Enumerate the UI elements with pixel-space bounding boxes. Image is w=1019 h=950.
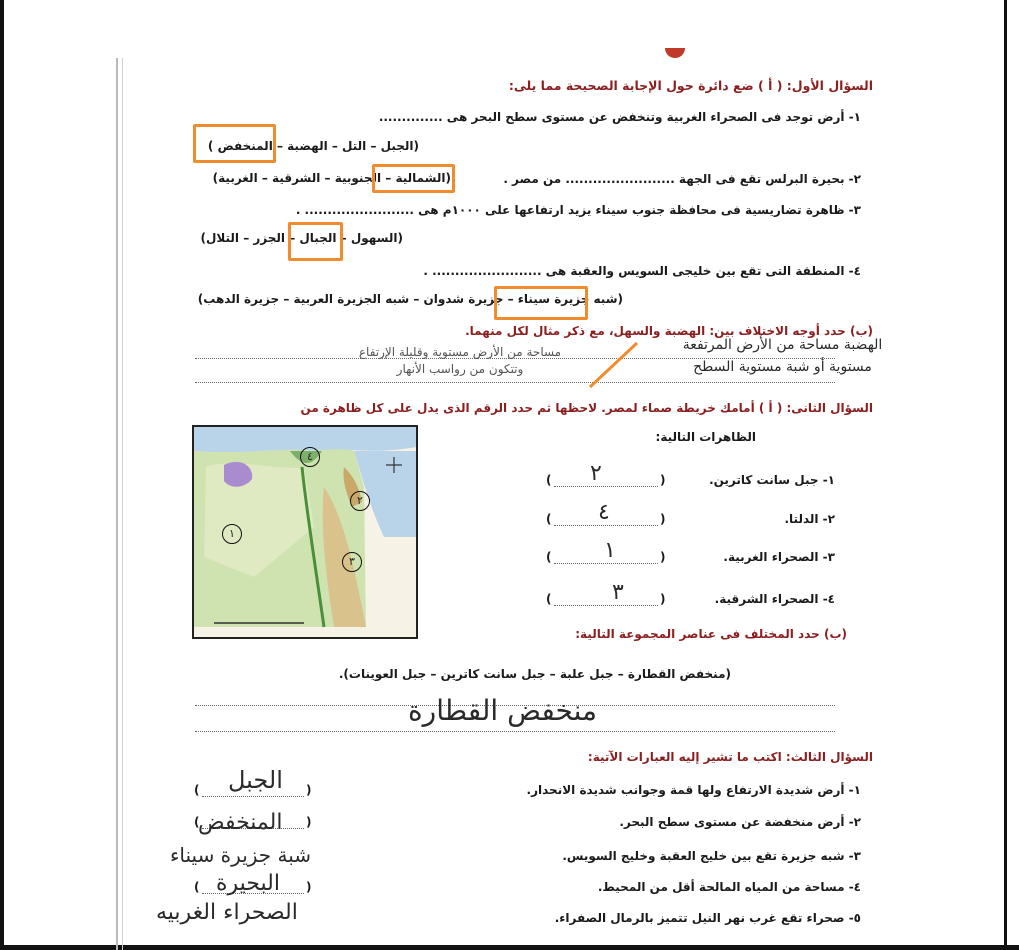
answer-line [554, 605, 658, 606]
q1-item-2-choices: (الشمالية – الجنوبية – الشرقية – الغربية) [212, 171, 451, 185]
answer-line [554, 525, 658, 526]
q3-item-4-answer: البحيرة [216, 871, 280, 896]
map-number-4: ٤ [300, 447, 320, 467]
paren-open: ( [306, 815, 312, 829]
decorative-mark [665, 48, 685, 58]
q2-b-answer: منخفض القطارة [408, 694, 598, 727]
page-frame-left [0, 0, 4, 950]
q2-title: السؤال الثانى: ( أ ) أمامك خريطة صماء لمصر. لاحظها ثم حدد الرقم الذى يدل على كل ظاهرة من [300, 401, 873, 415]
map-number-1: ١ [222, 524, 242, 544]
answer-arrow [585, 340, 640, 390]
q3-item-4-label: ٤- مساحة من المياه المالحة أقل من المحيط. [597, 880, 861, 894]
answer-line [195, 382, 835, 383]
q1-item-2-highlight [372, 164, 455, 193]
page-frame-bottom [0, 945, 1019, 950]
q3-item-3-label: ٣- شبه جزيرة تقع بين خليج العقبة وخليج السويس. [562, 849, 861, 863]
q2-b-group: (منخفض القطارة – جبل علبة – جبل سانت كاترين – جبل العوينات). [338, 667, 731, 681]
q1-item-3-stem: ٣- ظاهرة تضاريسية فى محافظة جنوب سيناء يزيد ارتفاعها على ١٠٠٠م هى ........................ . [295, 203, 861, 217]
q1-item-1-stem: ١- أرض توجد فى الصحراء الغربية وتنخفض عن مستوى سطح البحر هى .............. [378, 110, 861, 124]
paren-close: ) [546, 512, 552, 526]
page-frame-right [1004, 0, 1007, 950]
q2-b-title: (ب) حدد المختلف فى عناصر المجموعة التالية: [575, 627, 847, 641]
q3-item-2-label: ٢- أرض منخفضة عن مستوى سطح البحر. [619, 815, 861, 829]
q2-item-3-answer: ١ [604, 538, 616, 563]
q1-item-2-stem: ٢- بحيرة البرلس تقع فى الجهة ........................ من مصر . [503, 172, 861, 186]
paren-close: ) [546, 592, 552, 606]
answer-line [554, 563, 658, 564]
paren-close: ) [546, 550, 552, 564]
map-number-3: ٣ [342, 552, 362, 572]
q3-item-2-answer: المنخفض [198, 810, 283, 835]
paren-close: ) [194, 880, 200, 894]
q3-item-1-label: ١- أرض شديدة الارتفاع ولها قمة وجوانب شديدة الانحدار. [526, 783, 861, 797]
paren-open: ( [660, 512, 666, 526]
q1-b-title: (ب) حدد أوجه الاختلاف بين: الهضبة والسهل، مع ذكر مثال لكل منهما. [465, 324, 873, 338]
q2-item-4-answer: ٣ [612, 580, 624, 605]
q3-item-5-label: ٥- صحراء تقع غرب نهر النيل تتميز بالرمال الصفراء. [554, 911, 861, 925]
paren-open: ( [660, 550, 666, 564]
margin-line [116, 58, 118, 950]
q2-item-4-label: ٤- الصحراء الشرقية. [714, 592, 835, 606]
q1-item-1-choices: (الجبل – التل – الهضبة – المنخفض ) [207, 139, 419, 153]
q1-b-answer-plateau: الهضبة مساحة من الأرض المرتفعة مستوية أو شبة مستوية السطح [682, 337, 883, 375]
q2-item-1-answer: ٢ [590, 461, 602, 486]
q2-item-1-label: ١- جبل سانت كاترين. [709, 473, 835, 487]
q1-item-1-highlight [193, 124, 276, 163]
q1-item-4-highlight [494, 286, 588, 320]
egypt-map [192, 425, 418, 639]
q1-item-3-choices: (السهول – الجبال – الجزر – التلال) [200, 231, 403, 245]
q3-item-3-answer: شبة جزيرة سيناء [170, 843, 312, 867]
answer-line [195, 731, 835, 732]
answer-line [202, 796, 304, 797]
paren-close: ) [194, 815, 200, 829]
q1-item-4-stem: ٤- المنطقة التى تقع بين خليجى السويس والعقبة هى ........................ . [423, 264, 861, 278]
q3-item-5-answer: الصحراء الغربيه [156, 900, 298, 925]
map-number-2: ٢ [350, 491, 370, 511]
answer-line [554, 486, 658, 487]
q2-item-3-label: ٣- الصحراء الغربية. [723, 550, 835, 564]
q1-b-answer-plain: مساحة من الأرض مستوية وقليلة الإرتفاع وتتكون من رواسب الأنهار [358, 345, 562, 376]
q1-item-3-highlight [288, 222, 343, 261]
q3-item-1-answer: الجبل [228, 766, 283, 794]
paren-open: ( [660, 473, 666, 487]
q2-subtitle: الظاهرات التالية: [655, 430, 756, 444]
q3-title: السؤال الثالث: اكتب ما تشير إليه العبارات الآتية: [587, 750, 873, 764]
q2-item-2-answer: ٤ [598, 500, 610, 525]
q1-title: السؤال الأول: ( أ ) ضع دائرة حول الإجابة الصحيحة مما يلى: [508, 78, 873, 93]
paren-open: ( [306, 880, 312, 894]
margin-line [122, 58, 123, 950]
q1-item-4-choices: (شبه جزيرة سيناء – جزيرة شدوان – شبه الجزيرة العربية – جزيرة الدهب) [197, 292, 623, 306]
paren-close: ) [546, 473, 552, 487]
q2-item-2-label: ٢- الدلتا. [784, 512, 835, 526]
paren-open: ( [660, 592, 666, 606]
paren-open: ( [306, 783, 312, 797]
paren-close: ) [194, 783, 200, 797]
